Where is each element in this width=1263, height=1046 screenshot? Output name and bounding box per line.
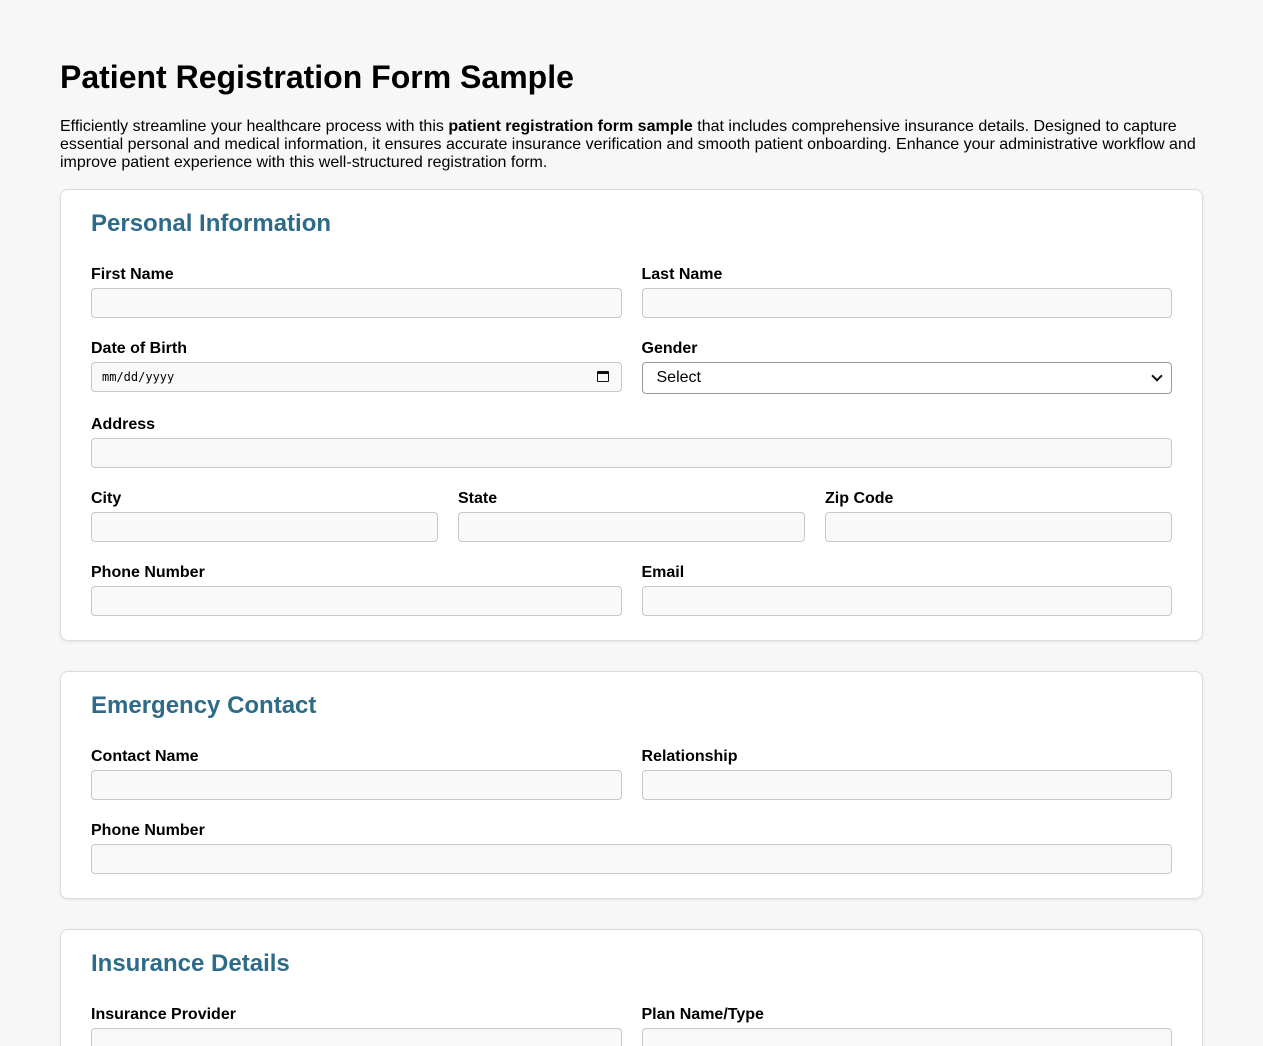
emergency-phone-row <box>91 822 1172 874</box>
city-input[interactable] <box>91 512 438 542</box>
calendar-icon[interactable] <box>597 371 609 382</box>
contact-name-label: Contact Name <box>91 748 199 765</box>
zip-field <box>825 490 1172 542</box>
gender-select[interactable] <box>642 362 1173 394</box>
zip-label: Zip Code <box>825 490 894 507</box>
address-row <box>91 416 1172 468</box>
state-input[interactable] <box>458 512 805 542</box>
section-heading: Insurance Details <box>91 950 290 977</box>
dob-input[interactable] <box>91 362 622 392</box>
dob-field <box>91 340 622 394</box>
relationship-field <box>642 748 1173 800</box>
section-heading: Personal Information <box>91 210 332 237</box>
phone-label: Phone Number <box>91 564 205 581</box>
city-state-zip-row <box>91 490 1172 542</box>
phone-field <box>91 564 622 616</box>
city-field <box>91 490 438 542</box>
emergency-contact-section <box>60 671 1203 899</box>
address-field <box>91 416 1172 468</box>
gender-selected-value: Select <box>656 369 701 386</box>
plan-name-label: Plan Name/Type <box>641 1006 764 1023</box>
intro-text-start: Efficiently streamline your healthcare process with this <box>60 118 449 135</box>
name-row <box>91 266 1172 318</box>
insurance-provider-field <box>91 1006 622 1046</box>
intro-paragraph <box>60 118 1203 172</box>
dob-label: Date of Birth <box>91 340 187 357</box>
state-label: State <box>458 490 498 507</box>
contact-row <box>91 564 1172 616</box>
email-input[interactable] <box>642 586 1173 616</box>
email-label: Email <box>641 564 685 581</box>
address-label: Address <box>91 416 156 433</box>
last-name-label: Last Name <box>641 266 723 283</box>
state-field <box>458 490 805 542</box>
relationship-label: Relationship <box>641 748 738 765</box>
emergency-name-row <box>91 748 1172 800</box>
address-input[interactable] <box>91 438 1172 468</box>
gender-field <box>642 340 1173 394</box>
phone-input[interactable] <box>91 586 622 616</box>
last-name-field <box>642 266 1173 318</box>
contact-name-input[interactable] <box>91 770 622 800</box>
dob-placeholder: mm/dd/yyyy <box>102 370 175 384</box>
first-name-label: First Name <box>91 266 174 283</box>
zip-input[interactable] <box>825 512 1172 542</box>
relationship-input[interactable] <box>642 770 1173 800</box>
form <box>60 189 1203 1046</box>
emergency-phone-field <box>91 822 1172 874</box>
plan-name-input[interactable] <box>642 1028 1173 1046</box>
first-name-input[interactable] <box>91 288 622 318</box>
city-label: City <box>91 490 122 507</box>
insurance-provider-label: Insurance Provider <box>91 1006 236 1023</box>
contact-name-field <box>91 748 622 800</box>
emergency-phone-label: Phone Number <box>91 822 205 839</box>
last-name-input[interactable] <box>642 288 1173 318</box>
page-title: Patient Registration Form Sample <box>60 59 574 95</box>
first-name-field <box>91 266 622 318</box>
plan-name-field <box>642 1006 1173 1046</box>
emergency-phone-input[interactable] <box>91 844 1172 874</box>
gender-label: Gender <box>641 340 698 357</box>
email-field <box>642 564 1173 616</box>
insurance-row <box>91 1006 1172 1046</box>
insurance-provider-input[interactable] <box>91 1028 622 1046</box>
intro-text-end: that includes comprehensive insurance details. Designed to capture essential personal and medical information, it ensures accurate insurance verification and smooth patient onboarding. Enhance your administrative workflow and improve patient experience with this well-structured registration form. <box>60 118 1196 171</box>
insurance-details-section <box>60 929 1203 1046</box>
chevron-down-icon <box>1151 370 1162 381</box>
intro-text-bold: patient registration form sample <box>448 118 693 135</box>
personal-information-section <box>60 189 1203 641</box>
dob-gender-row <box>91 340 1172 394</box>
section-heading: Emergency Contact <box>91 692 317 719</box>
